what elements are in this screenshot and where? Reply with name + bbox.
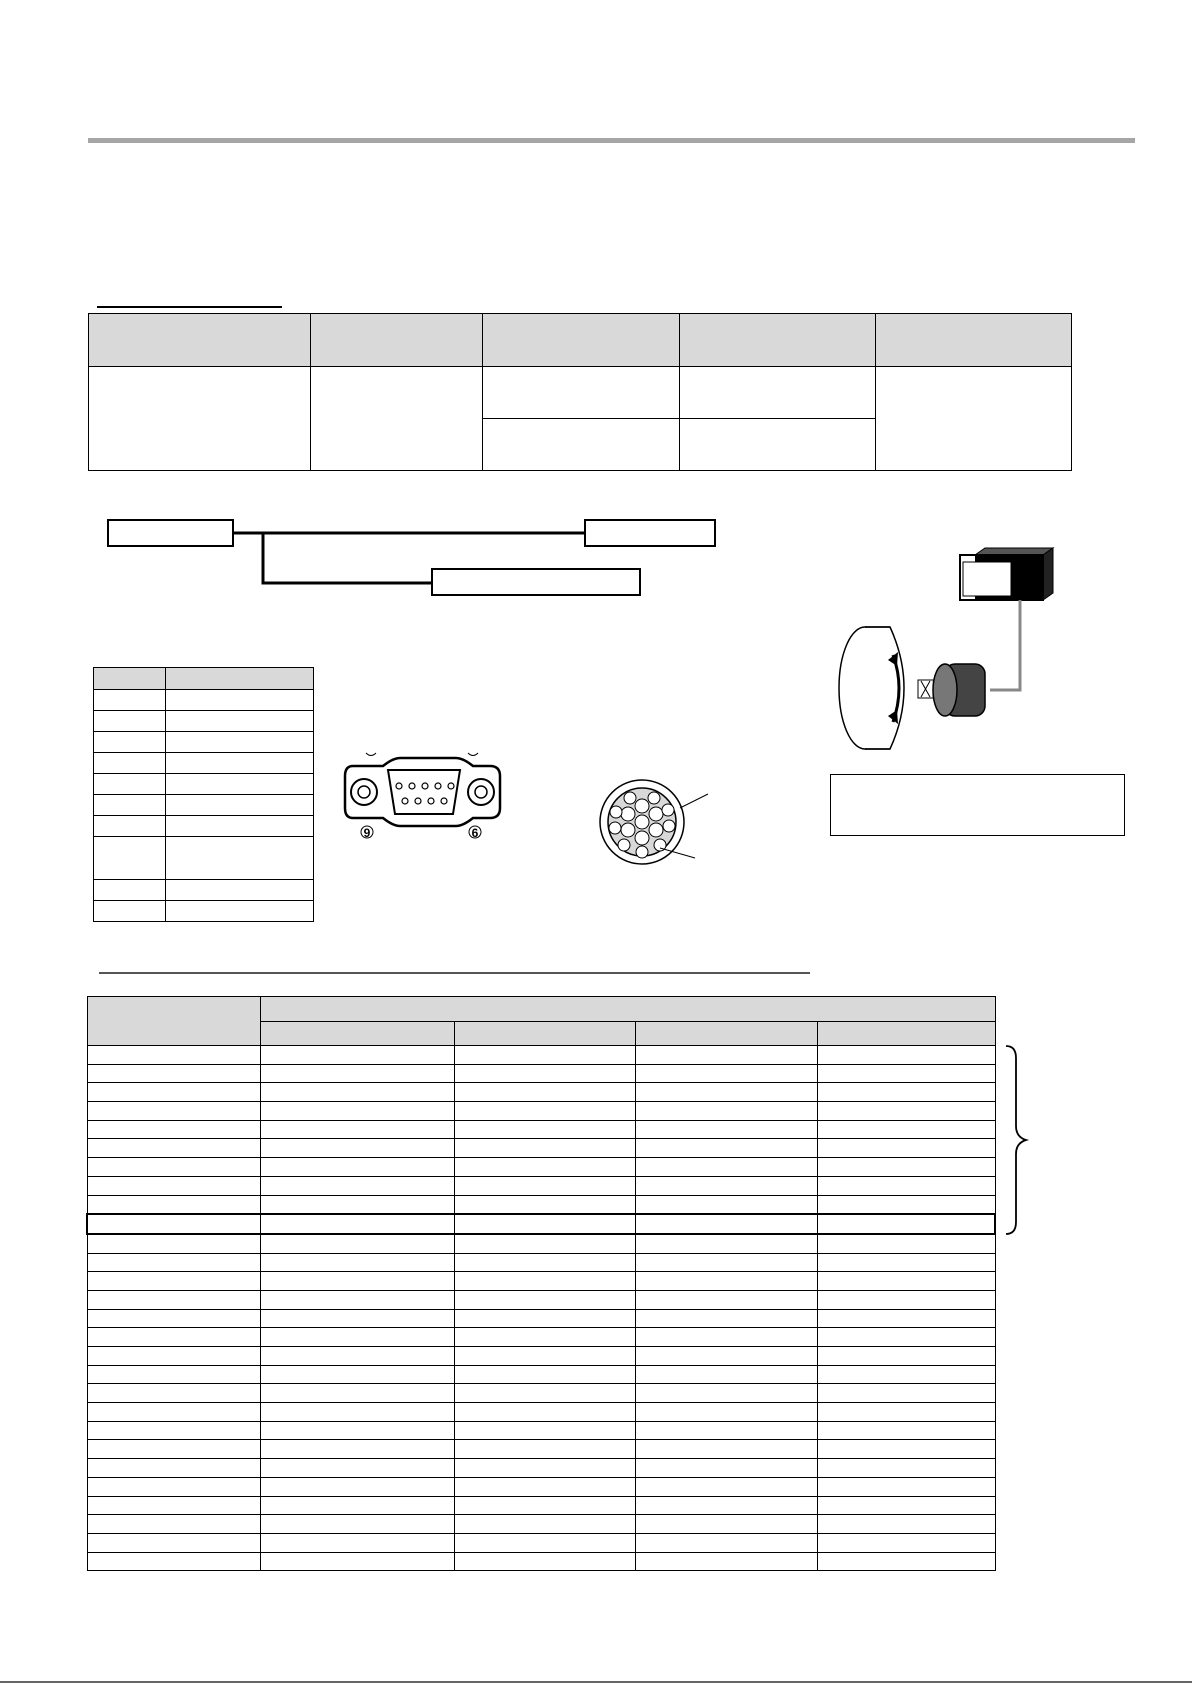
data-cell — [635, 1120, 817, 1139]
encoder-diagram — [839, 548, 1053, 749]
pin-table-row — [94, 774, 314, 795]
pin-cell — [94, 880, 166, 901]
data-cell — [87, 1477, 260, 1496]
data-cell — [454, 1552, 635, 1571]
data-table-row — [87, 1552, 995, 1571]
data-cell — [87, 1347, 260, 1366]
data-cell — [260, 1421, 454, 1440]
encoder-cable — [990, 600, 1020, 690]
data-cell — [260, 1139, 454, 1158]
pin-cell — [166, 690, 314, 711]
pin-label-first: 9 — [363, 826, 371, 840]
cable-tree-diagram — [108, 520, 715, 595]
pin-table-row — [94, 816, 314, 837]
data-cell — [635, 1459, 817, 1478]
data-cell — [87, 1046, 260, 1065]
data-cell — [817, 1158, 995, 1177]
data-cell — [260, 1347, 454, 1366]
row-group-brace — [1006, 1046, 1026, 1234]
data-cell — [87, 1440, 260, 1459]
data-cell — [260, 1440, 454, 1459]
pin-table-row — [94, 753, 314, 774]
data-cell — [87, 1253, 260, 1272]
data-cell — [817, 1384, 995, 1403]
data-table-row — [87, 1459, 995, 1478]
data-cell — [817, 1083, 995, 1102]
data-cell — [260, 1515, 454, 1534]
data-cell — [87, 1272, 260, 1291]
data-table — [86, 996, 996, 1571]
data-cell — [454, 1158, 635, 1177]
data-cell — [87, 1195, 260, 1214]
data-cell — [817, 1309, 995, 1328]
data-cell — [817, 1496, 995, 1515]
data-cell — [635, 1533, 817, 1552]
data-cell — [817, 1272, 995, 1291]
data-table-row — [87, 1403, 995, 1422]
data-table-row — [87, 1365, 995, 1384]
data-cell — [260, 1253, 454, 1272]
data-cell — [817, 1515, 995, 1534]
data-cell — [260, 1459, 454, 1478]
data-cell — [817, 1253, 995, 1272]
data-table-row — [87, 1139, 995, 1158]
data-table-header-row — [87, 997, 995, 1022]
data-cell — [635, 1102, 817, 1121]
data-cell — [454, 1515, 635, 1534]
data-cell — [635, 1290, 817, 1309]
leader-line-jacket — [680, 794, 708, 808]
data-cell — [454, 1290, 635, 1309]
data-cell — [817, 1176, 995, 1195]
data-cell — [454, 1253, 635, 1272]
data-table-row — [87, 1272, 995, 1291]
data-cell — [635, 1064, 817, 1083]
data-cell — [635, 1440, 817, 1459]
pin-table-row — [94, 690, 314, 711]
pin-table-row — [94, 711, 314, 732]
data-cell — [635, 1139, 817, 1158]
data-table-row — [87, 1515, 995, 1534]
data-table-row — [87, 1158, 995, 1177]
data-cell — [635, 1253, 817, 1272]
data-cell — [454, 1102, 635, 1121]
data-cell — [87, 1064, 260, 1083]
data-cell — [87, 1120, 260, 1139]
data-cell — [817, 1195, 995, 1214]
data-cell — [454, 1046, 635, 1065]
data-table-row — [87, 1120, 995, 1139]
data-cell — [454, 1083, 635, 1102]
data-cell — [454, 1064, 635, 1083]
pin-cell — [94, 711, 166, 732]
cable-line-branch — [263, 533, 432, 583]
encoder-module-label — [963, 562, 1011, 596]
data-cell — [87, 1290, 260, 1309]
pin-table-row — [94, 901, 314, 922]
cable-box-source — [108, 520, 233, 546]
pin-table — [93, 667, 314, 922]
data-cell — [817, 1440, 995, 1459]
data-cell — [454, 1139, 635, 1158]
encoder-note-box — [830, 774, 1125, 836]
data-cell — [260, 1477, 454, 1496]
data-cell — [87, 1083, 260, 1102]
data-cell — [635, 1214, 817, 1234]
data-cell — [260, 1552, 454, 1571]
data-cell — [260, 1176, 454, 1195]
data-cell — [87, 1496, 260, 1515]
data-cell — [817, 1533, 995, 1552]
data-cell — [635, 1403, 817, 1422]
data-table-row — [87, 1046, 995, 1065]
data-cell — [454, 1214, 635, 1234]
data-cell — [260, 1533, 454, 1552]
data-cell — [817, 1214, 995, 1234]
data-cell — [454, 1195, 635, 1214]
data-cell — [817, 1347, 995, 1366]
data-cell — [454, 1403, 635, 1422]
data-cell — [260, 1328, 454, 1347]
data-cell — [260, 1496, 454, 1515]
pin-cell — [166, 880, 314, 901]
cable-box-end-2 — [432, 569, 640, 595]
data-table-row — [87, 1195, 995, 1214]
data-table-row — [87, 1421, 995, 1440]
connector-screw-right — [468, 779, 494, 805]
pin-table-row — [94, 732, 314, 753]
data-cell — [635, 1046, 817, 1065]
data-cell — [635, 1234, 817, 1253]
data-cell — [635, 1552, 817, 1571]
data-cell — [454, 1459, 635, 1478]
pin-cell — [94, 732, 166, 753]
pin-header-cell — [94, 668, 166, 690]
data-cell — [87, 1309, 260, 1328]
data-cell — [87, 1158, 260, 1177]
data-table-row — [87, 1496, 995, 1515]
cable-cross-section-diagram — [600, 780, 708, 864]
data-cell — [260, 1290, 454, 1309]
data-cell — [260, 1272, 454, 1291]
pin-cell — [94, 816, 166, 837]
data-cell — [817, 1552, 995, 1571]
data-cell — [454, 1496, 635, 1515]
data-cell — [817, 1102, 995, 1121]
pin-cell — [94, 774, 166, 795]
data-cell — [635, 1309, 817, 1328]
data-cell — [260, 1365, 454, 1384]
data-cell — [635, 1347, 817, 1366]
data-cell — [87, 1421, 260, 1440]
data-table-row — [87, 1384, 995, 1403]
data-cell — [454, 1176, 635, 1195]
data-cell — [260, 1195, 454, 1214]
data-header-left — [87, 997, 260, 1046]
data-cell — [260, 1214, 454, 1234]
cable-box-end-1 — [585, 520, 715, 546]
data-subheader-cell — [260, 1021, 454, 1046]
data-table-row — [87, 1214, 995, 1234]
data-cell — [260, 1309, 454, 1328]
pin-cell — [94, 901, 166, 922]
data-cell — [260, 1403, 454, 1422]
data-cell — [635, 1176, 817, 1195]
pin-cell — [166, 837, 314, 880]
data-cell — [635, 1477, 817, 1496]
data-cell — [817, 1290, 995, 1309]
pin-header-cell — [166, 668, 314, 690]
data-cell — [454, 1384, 635, 1403]
data-cell — [635, 1195, 817, 1214]
data-cell — [635, 1328, 817, 1347]
data-table-row — [87, 1064, 995, 1083]
data-cell — [454, 1440, 635, 1459]
data-table-row — [87, 1290, 995, 1309]
pin-cell — [166, 732, 314, 753]
data-header-group — [260, 997, 995, 1022]
data-cell — [454, 1272, 635, 1291]
data-cell — [635, 1496, 817, 1515]
pin-cell — [166, 753, 314, 774]
data-cell — [817, 1046, 995, 1065]
data-cell — [87, 1533, 260, 1552]
data-cell — [454, 1477, 635, 1496]
pin-label-last: 6 — [471, 826, 479, 840]
data-cell — [260, 1064, 454, 1083]
data-cell — [87, 1403, 260, 1422]
data-cell — [87, 1365, 260, 1384]
data-cell — [454, 1328, 635, 1347]
pin-cell — [166, 816, 314, 837]
data-cell — [87, 1176, 260, 1195]
data-table-row — [87, 1440, 995, 1459]
data-cell — [260, 1234, 454, 1253]
data-cell — [635, 1515, 817, 1534]
pin-table-row — [94, 880, 314, 901]
data-cell — [87, 1552, 260, 1571]
data-table-row — [87, 1083, 995, 1102]
data-cell — [87, 1459, 260, 1478]
data-cell — [817, 1403, 995, 1422]
data-table-row — [87, 1309, 995, 1328]
db9-connector-diagram — [345, 753, 500, 840]
data-cell — [87, 1234, 260, 1253]
data-table-row — [87, 1176, 995, 1195]
data-cell — [260, 1102, 454, 1121]
data-cell — [817, 1120, 995, 1139]
data-table-row — [87, 1328, 995, 1347]
data-cell — [454, 1365, 635, 1384]
data-table-row — [87, 1477, 995, 1496]
data-cell — [87, 1384, 260, 1403]
data-cell — [817, 1477, 995, 1496]
data-cell — [87, 1328, 260, 1347]
data-table-row — [87, 1234, 995, 1253]
data-cell — [260, 1083, 454, 1102]
data-cell — [454, 1309, 635, 1328]
data-table-row — [87, 1102, 995, 1121]
data-subheader-cell — [454, 1021, 635, 1046]
pin-cell — [94, 837, 166, 880]
data-cell — [635, 1083, 817, 1102]
data-cell — [817, 1234, 995, 1253]
pin-table-header-row — [94, 668, 314, 690]
data-cell — [635, 1421, 817, 1440]
data-cell — [817, 1328, 995, 1347]
data-cell — [817, 1365, 995, 1384]
data-cell — [817, 1064, 995, 1083]
pin-table-row — [94, 837, 314, 880]
data-cell — [87, 1214, 260, 1234]
pin-table-row — [94, 795, 314, 816]
section-underline-2 — [99, 972, 810, 974]
pin-cell — [166, 901, 314, 922]
data-cell — [817, 1459, 995, 1478]
data-cell — [260, 1046, 454, 1065]
data-table-row — [87, 1347, 995, 1366]
data-cell — [635, 1365, 817, 1384]
data-cell — [87, 1102, 260, 1121]
data-cell — [454, 1347, 635, 1366]
data-cell — [635, 1158, 817, 1177]
data-cell — [635, 1272, 817, 1291]
data-cell — [260, 1158, 454, 1177]
data-table-row — [87, 1253, 995, 1272]
pin-cell — [166, 795, 314, 816]
pin-cell — [94, 690, 166, 711]
data-cell — [260, 1384, 454, 1403]
data-cell — [454, 1421, 635, 1440]
data-subheader-cell — [817, 1021, 995, 1046]
data-cell — [454, 1234, 635, 1253]
data-cell — [454, 1120, 635, 1139]
data-cell — [817, 1139, 995, 1158]
pin-cell — [166, 774, 314, 795]
connector-face — [388, 770, 460, 814]
data-cell — [635, 1384, 817, 1403]
pin-cell — [166, 711, 314, 732]
pin-cell — [94, 795, 166, 816]
data-cell — [260, 1120, 454, 1139]
pin-cell — [94, 753, 166, 774]
data-cell — [87, 1515, 260, 1534]
data-table-row — [87, 1533, 995, 1552]
data-cell — [454, 1533, 635, 1552]
footer-rule — [0, 1681, 1192, 1683]
connector-screw-left — [351, 779, 377, 805]
data-cell — [817, 1421, 995, 1440]
data-cell — [87, 1139, 260, 1158]
data-subheader-cell — [635, 1021, 817, 1046]
